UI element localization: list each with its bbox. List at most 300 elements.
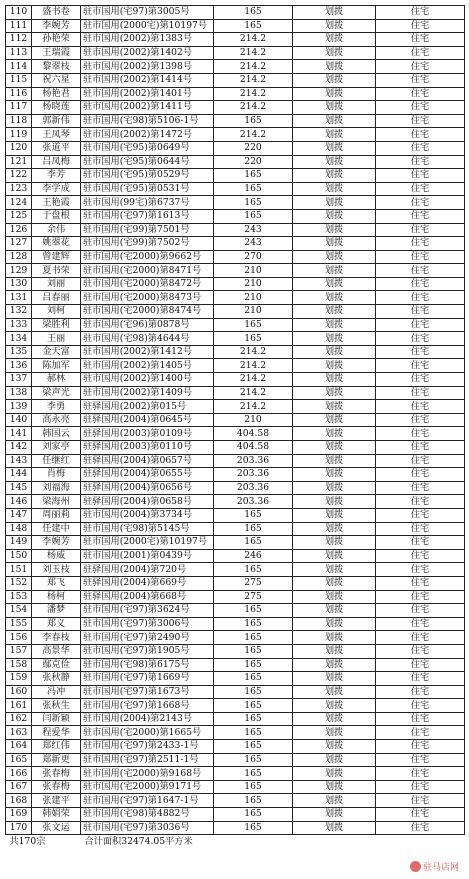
certificate-number: 驻市国用(宅97)第3624号 [81, 604, 214, 618]
land-type: 划拨 [293, 386, 376, 400]
row-number: 150 [6, 549, 32, 563]
land-use: 住宅 [376, 73, 465, 87]
owner-name: 黎翠枝 [32, 60, 81, 74]
owner-name: 张秋生 [32, 699, 81, 713]
land-use: 住宅 [376, 481, 465, 495]
land-type: 划拨 [293, 590, 376, 604]
owner-name: 郑义 [32, 617, 81, 631]
land-use: 住宅 [376, 196, 465, 210]
table-row [6, 427, 465, 441]
certificate-number: 驻市国用(2002)第1398号 [81, 60, 214, 74]
row-number: 137 [6, 373, 32, 387]
owner-name: 郝林 [32, 373, 81, 387]
land-type: 划拨 [293, 46, 376, 60]
owner-name: 祝六星 [32, 73, 81, 87]
table-footer-row [6, 835, 465, 849]
row-number: 167 [6, 780, 32, 794]
table-row [6, 753, 465, 767]
area-value: 165 [214, 808, 293, 822]
land-use: 住宅 [376, 332, 465, 346]
row-number: 164 [6, 740, 32, 754]
owner-name: 吕春丽 [32, 291, 81, 305]
land-use: 住宅 [376, 223, 465, 237]
owner-name: 刘玉枝 [32, 563, 81, 577]
owner-name: 杨威 [32, 549, 81, 563]
row-number: 166 [6, 767, 32, 781]
land-use: 住宅 [376, 6, 465, 20]
table-row [6, 413, 465, 427]
area-value: 165 [214, 672, 293, 686]
certificate-number: 驻驿国用(2004)第0658号 [81, 495, 214, 509]
land-use: 住宅 [376, 264, 465, 278]
row-number: 110 [6, 6, 32, 20]
land-use: 住宅 [376, 699, 465, 713]
certificate-number: 驻驿国用(2004)第0655号 [81, 468, 214, 482]
area-value: 165 [214, 699, 293, 713]
land-use: 住宅 [376, 576, 465, 590]
owner-name: 李春枝 [32, 631, 81, 645]
table-row [6, 182, 465, 196]
land-use: 住宅 [376, 386, 465, 400]
area-value: 165 [214, 726, 293, 740]
certificate-number: 驻市国用(2002)第1414号 [81, 73, 214, 87]
area-value: 165 [214, 794, 293, 808]
owner-name: 高永亮 [32, 413, 81, 427]
land-type: 划拨 [293, 617, 376, 631]
area-value: 165 [214, 617, 293, 631]
land-use: 住宅 [376, 685, 465, 699]
table-row [6, 726, 465, 740]
area-value: 165 [214, 631, 293, 645]
table-row [6, 73, 465, 87]
land-type: 划拨 [293, 33, 376, 47]
land-use: 住宅 [376, 794, 465, 808]
owner-name: 刘家亭 [32, 441, 81, 455]
area-value: 203.36 [214, 481, 293, 495]
land-type: 划拨 [293, 536, 376, 550]
area-value: 210 [214, 264, 293, 278]
land-use: 住宅 [376, 141, 465, 155]
row-number: 142 [6, 441, 32, 455]
land-type: 划拨 [293, 427, 376, 441]
row-number: 135 [6, 345, 32, 359]
owner-name: 梁声光 [32, 386, 81, 400]
land-use: 住宅 [376, 468, 465, 482]
owner-name: 冯冲 [32, 685, 81, 699]
owner-name: 夏书荣 [32, 264, 81, 278]
table-row [6, 19, 465, 33]
owner-name: 刘福海 [32, 481, 81, 495]
land-type: 划拨 [293, 495, 376, 509]
certificate-number: 驻驿国用(2004)第669号 [81, 576, 214, 590]
certificate-number: 驻市国用(宅95)第0649号 [81, 141, 214, 155]
land-use: 住宅 [376, 644, 465, 658]
row-number: 132 [6, 305, 32, 319]
row-number: 139 [6, 400, 32, 414]
area-value: 214.2 [214, 345, 293, 359]
row-number: 140 [6, 413, 32, 427]
land-use: 住宅 [376, 808, 465, 822]
table-row [6, 468, 465, 482]
row-number: 159 [6, 672, 32, 686]
owner-name: 任建中 [32, 522, 81, 536]
land-type: 划拨 [293, 644, 376, 658]
table-row [6, 441, 465, 455]
certificate-number: 驻市国用(宅98)第4644号 [81, 332, 214, 346]
table-row [6, 264, 465, 278]
land-use: 住宅 [376, 536, 465, 550]
land-type: 划拨 [293, 821, 376, 835]
certificate-number: 驻驿国用(2003)第0110号 [81, 441, 214, 455]
owner-name: 梁海州 [32, 495, 81, 509]
owner-name: 王凤琴 [32, 128, 81, 142]
table-row [6, 250, 465, 264]
watermark-text: 驻马店网 [422, 863, 459, 873]
owner-name: 肖梅 [32, 468, 81, 482]
certificate-number: 驻市国用(2002)第1402号 [81, 46, 214, 60]
table-row [6, 141, 465, 155]
land-use: 住宅 [376, 19, 465, 33]
owner-name: 张春梅 [32, 767, 81, 781]
certificate-number: 驻驿国用(2004)第668号 [81, 590, 214, 604]
area-value: 404.58 [214, 441, 293, 455]
total-count: 共170宗 [6, 835, 81, 849]
land-type: 划拨 [293, 19, 376, 33]
certificate-number: 驻市国用(2002)第1405号 [81, 359, 214, 373]
area-value: 214.2 [214, 400, 293, 414]
land-type: 划拨 [293, 699, 376, 713]
owner-name: 余伟 [32, 223, 81, 237]
certificate-number: 驻市国用(宅2000)第8473号 [81, 291, 214, 305]
certificate-number: 驻市国用(2002)第1472号 [81, 128, 214, 142]
land-use: 住宅 [376, 631, 465, 645]
area-value: 165 [214, 318, 293, 332]
area-value: 165 [214, 508, 293, 522]
row-number: 115 [6, 73, 32, 87]
area-value: 214.2 [214, 101, 293, 115]
area-value: 165 [214, 753, 293, 767]
certificate-number: 驻市国用(宅97)第1673号 [81, 685, 214, 699]
land-type: 划拨 [293, 522, 376, 536]
land-use: 住宅 [376, 712, 465, 726]
table-row [6, 277, 465, 291]
area-value: 165 [214, 563, 293, 577]
land-use: 住宅 [376, 563, 465, 577]
owner-name: 曾建辉 [32, 250, 81, 264]
table-row [6, 46, 465, 60]
table-row [6, 617, 465, 631]
land-use: 住宅 [376, 508, 465, 522]
land-use: 住宅 [376, 821, 465, 835]
land-type: 划拨 [293, 60, 376, 74]
land-use: 住宅 [376, 413, 465, 427]
row-number: 133 [6, 318, 32, 332]
row-number: 145 [6, 481, 32, 495]
land-use: 住宅 [376, 740, 465, 754]
table-row [6, 101, 465, 115]
row-number: 158 [6, 658, 32, 672]
table-row [6, 318, 465, 332]
owner-name: 张文运 [32, 821, 81, 835]
land-type: 划拨 [293, 114, 376, 128]
land-use: 住宅 [376, 549, 465, 563]
owner-name: 杨柯 [32, 590, 81, 604]
area-value: 214.2 [214, 60, 293, 74]
table-row [6, 712, 465, 726]
land-type: 划拨 [293, 264, 376, 278]
land-type: 划拨 [293, 767, 376, 781]
table-row [6, 373, 465, 387]
land-use: 住宅 [376, 60, 465, 74]
land-type: 划拨 [293, 753, 376, 767]
land-type: 划拨 [293, 454, 376, 468]
area-value: 165 [214, 522, 293, 536]
certificate-number: 驻市国用(2002)第1409号 [81, 386, 214, 400]
certificate-number: 驻市国用(宅98)第5106-1号 [81, 114, 214, 128]
area-value: 203.36 [214, 468, 293, 482]
certificate-number: 驻市国用(宅98)第6175号 [81, 658, 214, 672]
row-number: 127 [6, 237, 32, 251]
row-number: 113 [6, 46, 32, 60]
table-row [6, 631, 465, 645]
area-value: 270 [214, 250, 293, 264]
land-type: 划拨 [293, 237, 376, 251]
area-value: 210 [214, 277, 293, 291]
land-use: 住宅 [376, 305, 465, 319]
area-value: 203.36 [214, 495, 293, 509]
certificate-number: 驻市国用(宅97)第3005号 [81, 6, 214, 20]
row-number: 111 [6, 19, 32, 33]
row-number: 147 [6, 508, 32, 522]
certificate-number: 驻市国用(宅97)第2511-1号 [81, 753, 214, 767]
land-type: 划拨 [293, 740, 376, 754]
table-row [6, 508, 465, 522]
row-number: 131 [6, 291, 32, 305]
owner-name: 李芳 [32, 169, 81, 183]
certificate-number: 驻市国用(宅97)第3036号 [81, 821, 214, 835]
row-number: 120 [6, 141, 32, 155]
table-body [6, 6, 465, 835]
certificate-number: 驻驿国用(2004)第0657号 [81, 454, 214, 468]
certificate-number: 驻市国用(宅2000)第9171号 [81, 780, 214, 794]
table-row [6, 794, 465, 808]
certificate-number: 驻市国用(99宅)第6737号 [81, 196, 214, 210]
row-number: 119 [6, 128, 32, 142]
area-value: 246 [214, 549, 293, 563]
certificate-number: 驻驿国用(2004)第720号 [81, 563, 214, 577]
owner-name: 王丽 [32, 332, 81, 346]
land-type: 划拨 [293, 101, 376, 115]
land-type: 划拨 [293, 73, 376, 87]
land-type: 划拨 [293, 6, 376, 20]
area-value: 165 [214, 169, 293, 183]
area-value: 165 [214, 644, 293, 658]
area-value: 210 [214, 305, 293, 319]
area-value: 210 [214, 413, 293, 427]
certificate-number: 驻市国用(宅2000)第8474号 [81, 305, 214, 319]
area-value: 165 [214, 6, 293, 20]
owner-name: 张秋静 [32, 672, 81, 686]
certificate-number: 驻市国用(宅2000)第8472号 [81, 277, 214, 291]
owner-name: 张建平 [32, 794, 81, 808]
land-type: 划拨 [293, 169, 376, 183]
row-number: 117 [6, 101, 32, 115]
area-value: 165 [214, 332, 293, 346]
area-value: 165 [214, 182, 293, 196]
row-number: 124 [6, 196, 32, 210]
area-value: 275 [214, 590, 293, 604]
watermark-logo-icon [410, 861, 421, 872]
land-type: 划拨 [293, 481, 376, 495]
row-number: 116 [6, 87, 32, 101]
land-type: 划拨 [293, 441, 376, 455]
table-row [6, 644, 465, 658]
owner-name: 陈加军 [32, 359, 81, 373]
land-use: 住宅 [376, 182, 465, 196]
area-value: 214.2 [214, 373, 293, 387]
owner-name: 张道平 [32, 141, 81, 155]
table-row [6, 305, 465, 319]
area-value: 165 [214, 780, 293, 794]
owner-name: 高景华 [32, 644, 81, 658]
table-row [6, 359, 465, 373]
land-record-sheet [5, 5, 460, 848]
area-value: 214.2 [214, 46, 293, 60]
area-value: 165 [214, 536, 293, 550]
land-use: 住宅 [376, 345, 465, 359]
owner-name: 李婉芳 [32, 19, 81, 33]
area-value: 165 [214, 767, 293, 781]
row-number: 157 [6, 644, 32, 658]
table-row [6, 685, 465, 699]
row-number: 152 [6, 576, 32, 590]
row-number: 153 [6, 590, 32, 604]
owner-name: 韩国云 [32, 427, 81, 441]
certificate-number: 驻市国用(宅97)第1669号 [81, 672, 214, 686]
certificate-number: 驻驿国用(2004)第0645号 [81, 413, 214, 427]
land-use: 住宅 [376, 359, 465, 373]
land-type: 划拨 [293, 508, 376, 522]
area-value: 203.36 [214, 454, 293, 468]
certificate-number: 驻驿国用(2002)第015号 [81, 400, 214, 414]
certificate-number: 驻市国用(宅97)第2490号 [81, 631, 214, 645]
certificate-number: 驻市国用(2001)第0439号 [81, 549, 214, 563]
row-number: 112 [6, 33, 32, 47]
owner-name: 吕凤梅 [32, 155, 81, 169]
certificate-number: 驻市国用(宅97)第3006号 [81, 617, 214, 631]
land-type: 划拨 [293, 658, 376, 672]
table-row [6, 33, 465, 47]
owner-name: 王瑞霞 [32, 46, 81, 60]
table-row [6, 780, 465, 794]
area-value: 404.58 [214, 427, 293, 441]
table-row [6, 495, 465, 509]
row-number: 165 [6, 753, 32, 767]
certificate-number: 驻市国用(宅2000)第1665号 [81, 726, 214, 740]
row-number: 136 [6, 359, 32, 373]
table-row [6, 237, 465, 251]
land-use: 住宅 [376, 400, 465, 414]
owner-name: 李学成 [32, 182, 81, 196]
land-type: 划拨 [293, 780, 376, 794]
land-type: 划拨 [293, 318, 376, 332]
area-value: 214.2 [214, 33, 293, 47]
land-type: 划拨 [293, 155, 376, 169]
land-type: 划拨 [293, 277, 376, 291]
table-row [6, 821, 465, 835]
owner-name: 金天富 [32, 345, 81, 359]
land-type: 划拨 [293, 468, 376, 482]
land-type: 划拨 [293, 794, 376, 808]
land-use: 住宅 [376, 522, 465, 536]
owner-name: 梁胜利 [32, 318, 81, 332]
certificate-number: 驻市国用(2000宅)第10197号 [81, 536, 214, 550]
table-row [6, 563, 465, 577]
area-value: 214.2 [214, 386, 293, 400]
table-row [6, 345, 465, 359]
land-use: 住宅 [376, 658, 465, 672]
row-number: 169 [6, 808, 32, 822]
land-type: 划拨 [293, 332, 376, 346]
row-number: 154 [6, 604, 32, 618]
row-number: 134 [6, 332, 32, 346]
land-type: 划拨 [293, 726, 376, 740]
area-value: 243 [214, 237, 293, 251]
certificate-number: 驻市国用(宅2000)第8471号 [81, 264, 214, 278]
table-row [6, 223, 465, 237]
certificate-number: 驻市国用(宅96)第0878号 [81, 318, 214, 332]
certificate-number: 驻驿国用(2003)第0109号 [81, 427, 214, 441]
land-use: 住宅 [376, 726, 465, 740]
land-use: 住宅 [376, 46, 465, 60]
certificate-number: 驻市国用(2000宅)第10197号 [81, 19, 214, 33]
certificate-number: 驻市国用(宅98)第5145号 [81, 522, 214, 536]
certificate-number: 驻市国用(2002)第1411号 [81, 101, 214, 115]
row-number: 160 [6, 685, 32, 699]
certificate-number: 驻市国用(宅95)第0529号 [81, 169, 214, 183]
land-use: 住宅 [376, 454, 465, 468]
table-row [6, 386, 465, 400]
row-number: 122 [6, 169, 32, 183]
table-row [6, 699, 465, 713]
land-use: 住宅 [376, 441, 465, 455]
area-value: 165 [214, 19, 293, 33]
land-use: 住宅 [376, 318, 465, 332]
land-type: 划拨 [293, 209, 376, 223]
owner-name: 郑新更 [32, 753, 81, 767]
table-row [6, 87, 465, 101]
row-number: 121 [6, 155, 32, 169]
land-type: 划拨 [293, 345, 376, 359]
total-area: 合计面积32474.05平方米 [81, 835, 465, 849]
table-row [6, 114, 465, 128]
table-row [6, 169, 465, 183]
table-row [6, 549, 465, 563]
table-row [6, 6, 465, 20]
area-value: 243 [214, 223, 293, 237]
certificate-number: 驻市国用(2002)第1400号 [81, 373, 214, 387]
certificate-number: 驻市国用(宅95)第0531号 [81, 182, 214, 196]
land-type: 划拨 [293, 223, 376, 237]
row-number: 123 [6, 182, 32, 196]
land-use: 住宅 [376, 237, 465, 251]
land-use: 住宅 [376, 155, 465, 169]
area-value: 165 [214, 685, 293, 699]
land-use: 住宅 [376, 169, 465, 183]
land-type: 划拨 [293, 182, 376, 196]
row-number: 126 [6, 223, 32, 237]
table-row [6, 291, 465, 305]
